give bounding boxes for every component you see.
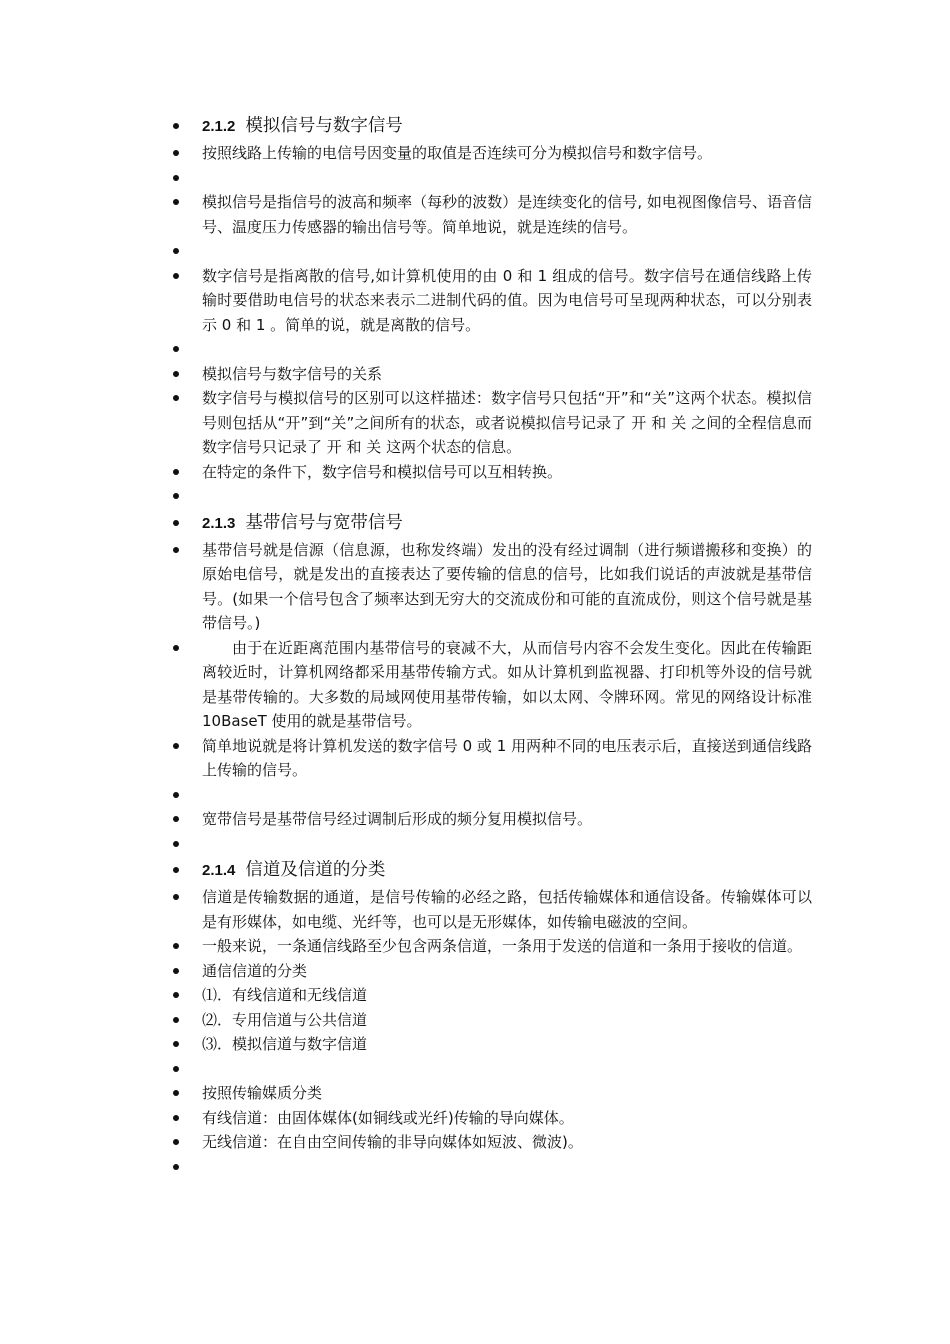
- list-item: 简单地说就是将计算机发送的数字信号 0 或 1 用两种不同的电压表示后，直接送到通信线路上传输的信号。: [172, 734, 812, 783]
- section-number: 2.1.4: [202, 862, 236, 879]
- empty-list-item: [172, 166, 812, 191]
- list-item: 宽带信号是基带信号经过调制后形成的频分复用模拟信号。: [172, 807, 812, 832]
- list-item: 由于在近距离范围内基带信号的衰减不大，从而信号内容不会发生变化。因此在传输距离较近时，计算机网络都采用基带传输方式。如从计算机到监视器、打印机等外设的信号就是基带传输的。大多数的局域网使用基带传输，如以太网、令牌环网。常见的网络设计标准 10BaseT 使用的就是基带信号。: [172, 636, 812, 734]
- section-number: 2.1.3: [202, 514, 236, 532]
- list-item: 数字信号是指离散的信号,如计算机使用的由 0 和 1 组成的信号。数字信号在通信线路上传输时要借助电信号的状态来表示二进制代码的值。因为电信号可呈现两种状态，可以分别表示 0 和 1 。简单的说，就是离散的信号。: [172, 264, 812, 338]
- list-item: 一般来说，一条通信线路至少包含两条信道，一条用于发送的信道和一条用于接收的信道。: [172, 934, 812, 959]
- section-number: 2.1.2: [202, 118, 236, 135]
- list-item: ⑴．有线信道和无线信道: [172, 983, 812, 1008]
- empty-list-item: [172, 484, 812, 509]
- list-item: 在特定的条件下，数字信号和模拟信号可以互相转换。: [172, 460, 812, 485]
- section-title: 基带信号与宽带信号: [245, 512, 403, 533]
- document-body: [172, 112, 812, 1179]
- section-heading: [172, 112, 812, 141]
- empty-list-item: [172, 783, 812, 808]
- section-heading: [172, 509, 812, 538]
- list-item: ⑵．专用信道与公共信道: [172, 1008, 812, 1033]
- list-item: 有线信道：由固体媒体(如铜线或光纤)传输的导向媒体。: [172, 1106, 812, 1131]
- list-item: 模拟信号是指信号的波高和频率（每秒的波数）是连续变化的信号, 如电视图像信号、语音信号、温度压力传感器的输出信号等。简单地说，就是连续的信号。: [172, 190, 812, 239]
- empty-list-item: [172, 1155, 812, 1180]
- list-item: 通信信道的分类: [172, 959, 812, 984]
- section-title: 模拟信号与数字信号: [245, 116, 403, 136]
- section-title: 信道及信道的分类: [245, 860, 386, 880]
- empty-list-item: [172, 337, 812, 362]
- list-item: 按照线路上传输的电信号因变量的取值是否连续可分为模拟信号和数字信号。: [172, 141, 812, 166]
- empty-list-item: [172, 1057, 812, 1082]
- list-item: 模拟信号与数字信号的关系: [172, 362, 812, 387]
- list-item: 按照传输媒质分类: [172, 1081, 812, 1106]
- list-item: 信道是传输数据的通道，是信号传输的必经之路，包括传输媒体和通信设备。传输媒体可以是有形媒体，如电缆、光纤等，也可以是无形媒体，如传输电磁波的空间。: [172, 885, 812, 934]
- section-heading: [172, 856, 812, 885]
- list-item: 基带信号就是信源（信息源，也称发终端）发出的没有经过调制（进行频谱搬移和变换）的原始电信号，就是发出的直接表达了要传输的信息的信号，比如我们说话的声波就是基带信号。(如果一个信号包含了频率达到无穷大的交流成份和可能的直流成份，则这个信号就是基带信号。): [172, 538, 812, 636]
- empty-list-item: [172, 239, 812, 264]
- empty-list-item: [172, 832, 812, 857]
- list-item: 无线信道：在自由空间传输的非导向媒体如短波、微波)。: [172, 1130, 812, 1155]
- list-item: 数字信号与模拟信号的区别可以这样描述：数字信号只包括“开”和“关”这两个状态。模拟信号则包括从“开”到“关”之间所有的状态，或者说模拟信号记录了 开 和 关 之间的全程信息而数字信号只记录了 开 和 关 这两个状态的信息。: [172, 386, 812, 460]
- list-item: ⑶．模拟信道与数字信道: [172, 1032, 812, 1057]
